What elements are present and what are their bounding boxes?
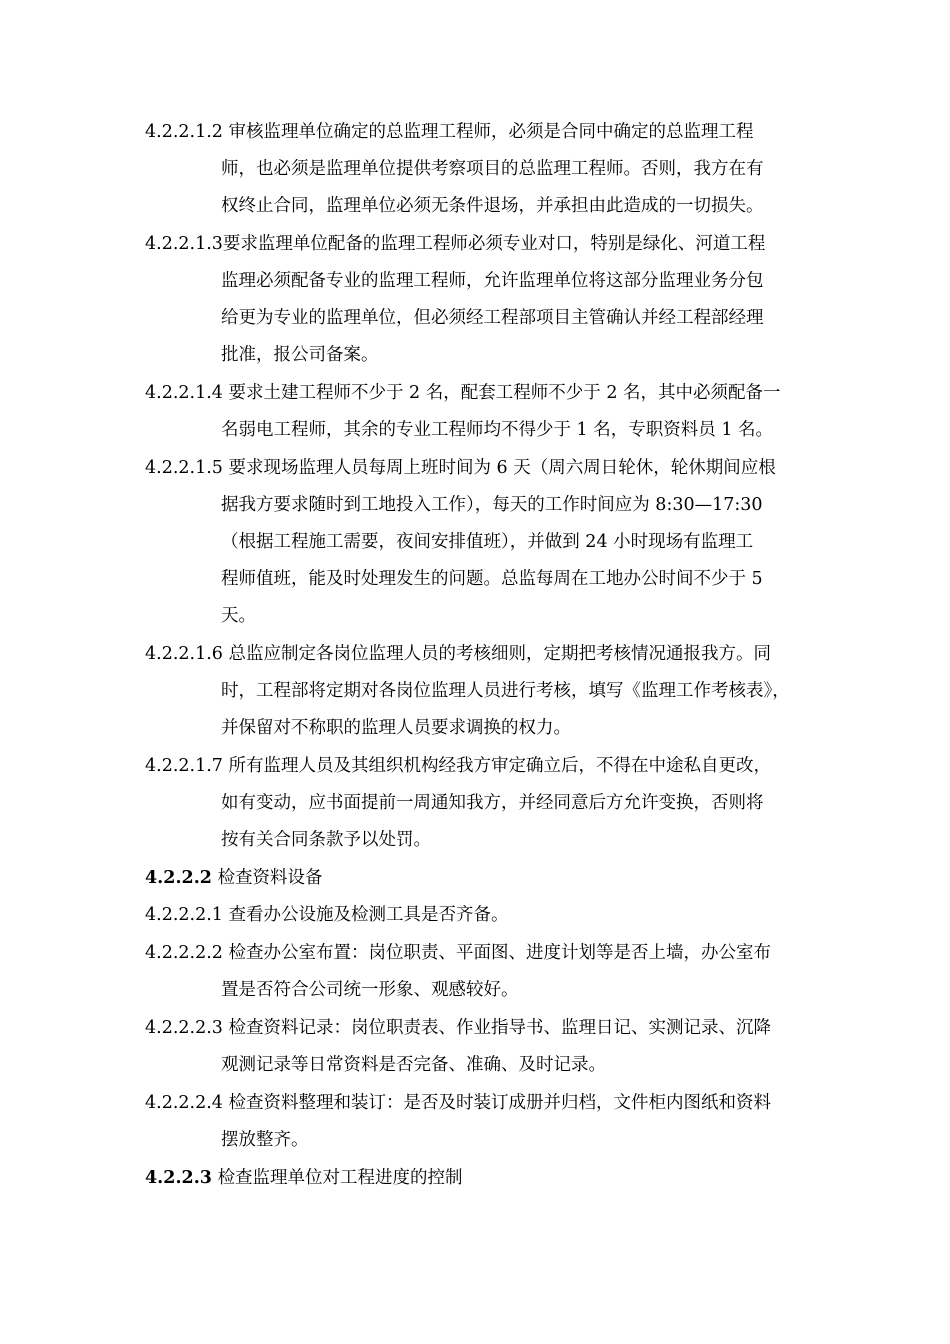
clause-text: 检查资料整理和装订：是否及时装订成册并归档，文件柜内图纸和资料 [228, 1093, 771, 1113]
clause-text: 要求现场监理人员每周上班时间为 6 天（周六周日轮休，轮休期间应根 [228, 458, 776, 478]
clause-text: 时，工程部将定期对各岗位监理人员进行考核，填写《监理工作考核表》， [221, 681, 790, 701]
clause-number: 4.2.2.1.6 [145, 644, 223, 664]
clause-text: 观测记录等日常资料是否完备、准确、及时记录。 [221, 1055, 606, 1075]
clause-number: 4.2.2.2.2 [145, 943, 223, 963]
clause-number: 4.2.2.1.2 [145, 122, 223, 142]
clause-4-2-2-1-4 [145, 375, 810, 449]
clause-text: 监理必须配备专业的监理工程师，允许监理单位将这部分监理业务分包 [221, 271, 764, 291]
section-4-2-2-3 [145, 1160, 810, 1197]
clause-text: 批准，报公司备案。 [221, 345, 379, 365]
clause-number: 4.2.2.1.5 [145, 458, 223, 478]
clause-text: 权终止合同，监理单位必须无条件退场，并承担由此造成的一切损失。 [221, 196, 764, 216]
clause-4-2-2-2-1 [145, 897, 810, 934]
section-4-2-2-2 [145, 860, 810, 897]
clause-text: 要求土建工程师不少于 2 名，配套工程师不少于 2 名，其中必须配备一 [228, 383, 781, 403]
clause-text: 审核监理单位确定的总监理工程师，必须是合同中确定的总监理工程 [228, 122, 754, 142]
clause-text: 天。 [221, 606, 256, 626]
clause-4-2-2-2-2 [145, 935, 810, 1009]
clause-4-2-2-1-7 [145, 748, 810, 859]
section-title: 检查监理单位对工程进度的控制 [217, 1168, 463, 1188]
clause-number: 4.2.2.2.4 [145, 1093, 223, 1113]
clause-text: 查看办公设施及检测工具是否齐备。 [228, 905, 509, 925]
clause-number: 4.2.2.2.1 [145, 905, 223, 925]
clause-number: 4.2.2.1.7 [145, 756, 223, 776]
clause-text: 摆放整齐。 [221, 1130, 309, 1150]
clause-text: 名弱电工程师，其余的专业工程师均不得少于 1 名，专职资料员 1 名。 [221, 420, 774, 440]
section-title: 检查资料设备 [217, 868, 323, 888]
clause-number: 4.2.2.1.4 [145, 383, 223, 403]
clause-4-2-2-1-5 [145, 450, 810, 635]
clause-text: （根据工程施工需要，夜间安排值班），并做到 24 小时现场有监理工 [221, 532, 754, 552]
clause-text: 据我方要求随时到工地投入工作），每天的工作时间应为 8:30—17:30 [221, 495, 763, 515]
clause-text: 程师值班，能及时处理发生的问题。总监每周在工地办公时间不少于 5 [221, 569, 763, 589]
clause-text: 检查资料记录：岗位职责表、作业指导书、监理日记、实测记录、沉降 [228, 1018, 771, 1038]
clause-text: 并保留对不称职的监理人员要求调换的权力。 [221, 718, 571, 738]
clause-text: 检查办公室布置：岗位职责、平面图、进度计划等是否上墙，办公室布 [228, 943, 771, 963]
clause-text: 所有监理人员及其组织机构经我方审定确立后，不得在中途私自更改， [228, 756, 771, 776]
clause-4-2-2-1-2 [145, 114, 810, 225]
section-number: 4.2.2.3 [145, 1168, 212, 1188]
clause-text: 置是否符合公司统一形象、观感较好。 [221, 980, 519, 1000]
clause-text: 总监应制定各岗位监理人员的考核细则，定期把考核情况通报我方。同 [228, 644, 771, 664]
section-number: 4.2.2.2 [145, 868, 212, 888]
clause-text: 要求监理单位配备的监理工程师必须专业对口，特别是绿化、河道工程 [222, 234, 766, 254]
clause-text: 给更为专业的监理单位，但必须经工程部项目主管确认并经工程部经理 [221, 308, 764, 328]
clause-4-2-2-2-4 [145, 1085, 810, 1159]
clause-text: 按有关合同条款予以处罚。 [221, 830, 431, 850]
clause-number: 4.2.2.2.3 [145, 1018, 223, 1038]
clause-4-2-2-2-3 [145, 1010, 810, 1084]
clause-text: 师，也必须是监理单位提供考察项目的总监理工程师。否则，我方在有 [221, 159, 764, 179]
clause-number: 4.2.2.1.3 [145, 234, 223, 254]
clause-4-2-2-1-3 [145, 226, 810, 374]
clause-4-2-2-1-6 [145, 636, 810, 747]
clause-text: 如有变动，应书面提前一周通知我方，并经同意后方允许变换，否则将 [221, 793, 764, 813]
